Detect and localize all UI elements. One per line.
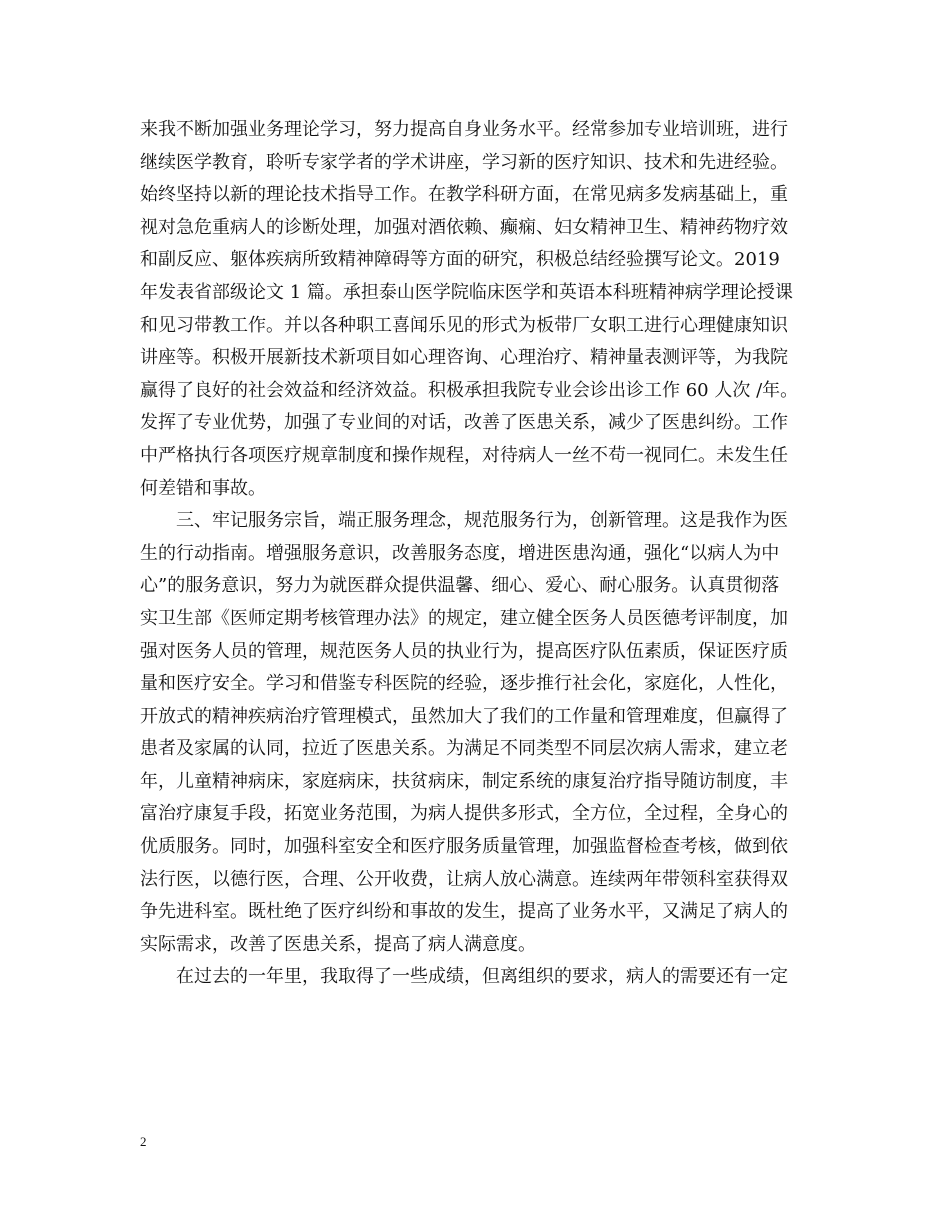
text-line: 生的行动指南。增强服务意识，改善服务态度，增进医患沟通，强化“以病人为中	[140, 542, 780, 564]
text-line: 何差错和事故。	[140, 477, 266, 499]
paragraph-start-line: 三、牢记服务宗旨，端正服务理念，规范服务行为，创新管理。这是我作为医	[176, 510, 788, 532]
text-line: 年，儿童精神病床，家庭病床，扶贫病床，制定系统的康复治疗指导随访制度，丰	[140, 770, 788, 792]
text-line: 讲座等。积极开展新技术新项目如心理咨询、心理治疗、精神量表测评等，为我院	[140, 347, 788, 369]
text-line: 中严格执行各项医疗规章制度和操作规程，对待病人一丝不苟一视同仁。未发生任	[140, 444, 788, 466]
text-line: 患者及家属的认同，拉近了医患关系。为满足不同类型不同层次病人需求，建立老	[140, 738, 788, 760]
page-number: 2	[140, 1134, 147, 1149]
text-line: 法行医，以德行医，合理、公开收费，让病人放心满意。连续两年带领科室获得双	[140, 868, 788, 890]
paragraph-start-line: 在过去的一年里，我取得了一些成绩，但离组织的要求，病人的需要还有一定	[176, 966, 788, 988]
text-line: 优质服务。同时，加强科室安全和医疗服务质量管理，加强监督检查考核，做到依	[140, 836, 788, 858]
text-line: 争先进科室。既杜绝了医疗纠纷和事故的发生，提高了业务水平，又满足了病人的	[140, 901, 788, 923]
text-line: 心”的服务意识，努力为就医群众提供温馨、细心、爱心、耐心服务。认真贯彻落	[140, 575, 780, 597]
text-line: 实卫生部《医师定期考核管理办法》的规定，建立健全医务人员医德考评制度，加	[140, 607, 788, 629]
text-line: 和副反应、躯体疾病所致精神障碍等方面的研究，积极总结经验撰写论文。2019	[140, 249, 780, 271]
text-line: 实际需求，改善了医患关系，提高了病人满意度。	[140, 933, 536, 955]
text-line: 和见习带教工作。并以各种职工喜闻乐见的形式为板带厂女职工进行心理健康知识	[140, 314, 788, 336]
text-line: 开放式的精神疾病治疗管理模式，虽然加大了我们的工作量和管理难度，但赢得了	[140, 705, 788, 727]
text-line: 始终坚持以新的理论技术指导工作。在教学科研方面，在常见病多发病基础上，重	[140, 184, 788, 206]
text-line: 发挥了专业优势，加强了专业间的对话，改善了医患关系，减少了医患纠纷。工作	[140, 412, 788, 434]
text-line: 来我不断加强业务理论学习，努力提高自身业务水平。经常参加专业培训班，进行	[140, 119, 788, 140]
text-line: 富治疗康复手段，拓宽业务范围，为病人提供多形式，全方位，全过程，全身心的	[140, 803, 788, 825]
text-line: 赢得了良好的社会效益和经济效益。积极承担我院专业会诊出诊工作 60 人次 /年。	[140, 379, 799, 401]
text-line: 继续医学教育，聆听专家学者的学术讲座，学习新的医疗知识、技术和先进经验。	[140, 151, 788, 173]
text-line: 年发表省部级论文 1 篇。承担泰山医学院临床医学和英语本科班精神病学理论授课	[140, 281, 793, 303]
text-line: 视对急危重病人的诊断处理，加强对酒依赖、癫痫、妇女精神卫生、精神药物疗效	[140, 216, 788, 238]
body-text	[140, 114, 840, 994]
text-line: 量和医疗安全。学习和借鉴专科医院的经验，逐步推行社会化，家庭化，人性化，	[140, 673, 788, 695]
text-line: 强对医务人员的管理，规范医务人员的执业行为，提高医疗队伍素质，保证医疗质	[140, 640, 788, 662]
